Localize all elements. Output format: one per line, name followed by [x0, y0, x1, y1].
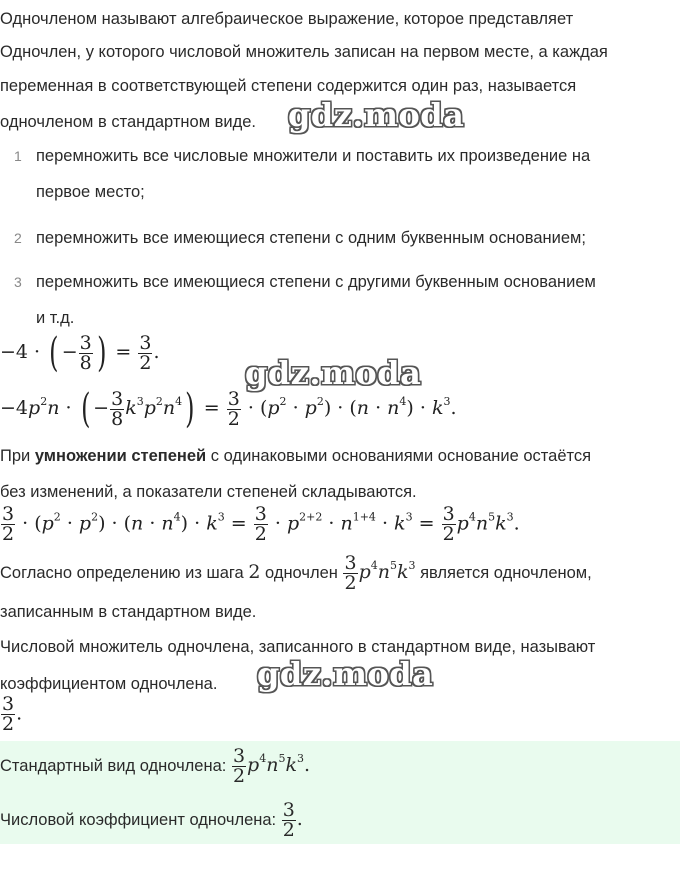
- step-number: 2: [14, 230, 22, 246]
- definition-line-1: Согласно определению из шага 2 одночлен $\frac{3}{2}$ $p^4n^5k^3$ является одночленом,: [0, 551, 592, 594]
- intro-line-2: Одночлен, у которого числовой множитель записан на первом месте, а каждая: [0, 43, 608, 61]
- answer-coefficient: Числовой коэффициент одночлена: $\frac{3}{2}$ .: [0, 798, 303, 841]
- step-3-line-2: и т.д.: [36, 309, 75, 327]
- equation-3: $\frac{3}{2}$ · $(p^2 \cdot p^2) \cdot (n \cdot n^4) \cdot k^3$ = $\frac{3}{2}$ · $p^{2+2} \cdot n^{1+4} \cdot k^3$ = $\frac{3}{2}$ $p^4n^5k^3$.: [2, 503, 520, 545]
- step-number: 1: [14, 148, 22, 164]
- watermark: gdz.moda: [257, 655, 434, 693]
- answer-standard-form: Стандартный вид одночлена: $\frac{3}{2}$ $p^4n^5k^3$.: [0, 744, 311, 787]
- intro-line-4: одночленом в стандартном виде.: [0, 113, 257, 131]
- step-number: 3: [14, 274, 22, 290]
- definition-line-2: записанным в стандартном виде.: [0, 603, 257, 621]
- step-3-line-1: перемножить все имеющиеся степени с другими буквенным основанием: [36, 273, 596, 291]
- rule-line-2: без изменений, а показатели степеней складываются.: [0, 483, 417, 501]
- watermark: gdz.moda: [245, 354, 422, 392]
- step-1-line-1: перемножить все числовые множители и поставить их произведение на: [36, 147, 591, 165]
- intro-line-3: переменная в соответствующей степени содержится один раз, называется: [0, 77, 577, 95]
- coefficient-line-1: Числовой множитель одночлена, записанного в стандартном виде, называют: [0, 638, 596, 656]
- rule-line-1: При умножении степеней с одинаковыми основаниями основание остаётся: [0, 447, 592, 465]
- equation-1: −4 · ( − $\frac{3}{8}$ ) = $\frac{3}{2}$ .: [0, 330, 160, 376]
- intro-line-1: Одночленом называют алгебраическое выражение, которое представляет: [0, 10, 574, 28]
- coefficient-value: $\frac{3}{2}$ .: [2, 693, 23, 735]
- watermark: gdz.moda: [288, 96, 465, 134]
- step-1-line-2: первое место;: [36, 183, 145, 201]
- equation-2: $-4p^2n$ · ( − $\frac{3}{8}$ $k^3p^2n^4$) = $\frac{3}{2}$ · $(p^2 \cdot p^2) \cdot (n \cdot n^4) \cdot k^3$.: [0, 386, 457, 432]
- coefficient-line-2: коэффициентом одночлена.: [0, 675, 218, 693]
- step-2-line-1: перемножить все имеющиеся степени с одним буквенным основанием;: [36, 229, 586, 247]
